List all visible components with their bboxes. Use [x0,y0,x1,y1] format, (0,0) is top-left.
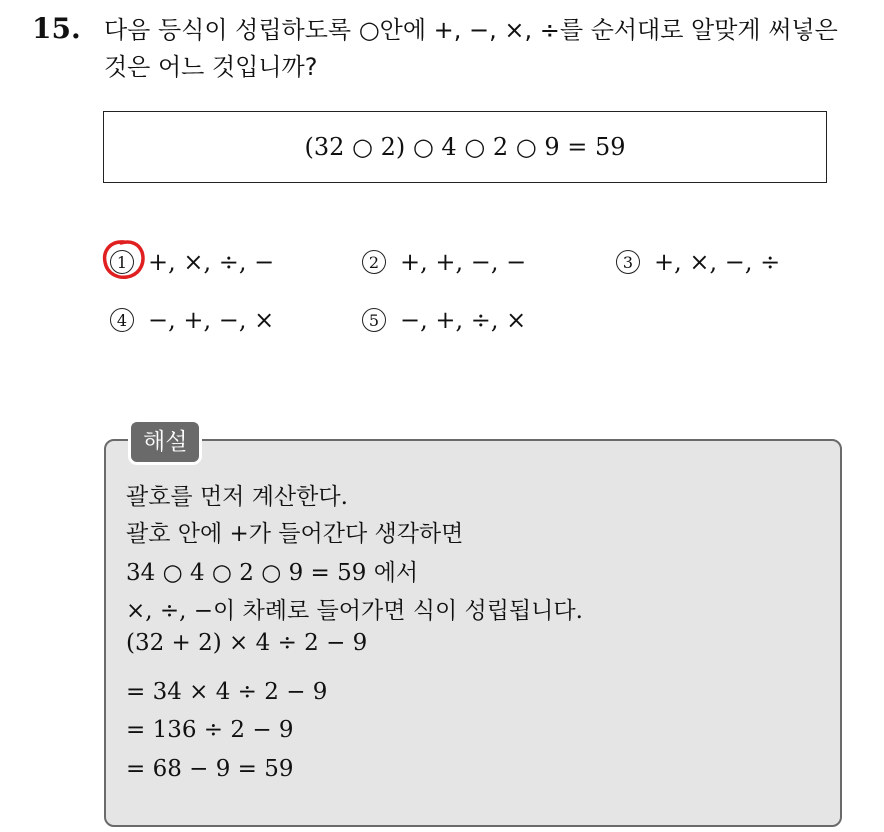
choice-text: −, +, ÷, × [400,306,527,334]
equation: (32 ○ 2) ○ 4 ○ 2 ○ 9 = 59 [304,133,626,161]
choice-number: 4 [110,308,134,332]
choice-number: 1 [110,250,134,274]
solution-line: = 136 ÷ 2 − 9 [126,717,294,743]
choice-1[interactable] [110,248,274,276]
solution-line: 34 ○ 4 ○ 2 ○ 9 = 59 에서 [126,560,419,586]
solution-tag: 해설 [128,419,202,465]
solution-line: 괄호를 먼저 계산한다. [126,484,348,510]
choice-number: 2 [362,250,386,274]
equation-box [103,111,827,183]
choice-5[interactable] [362,306,526,334]
choice-text: +, ×, −, ÷ [654,248,781,276]
solution-line: (32 + 2) × 4 ÷ 2 − 9 [126,630,368,656]
question-number: 15. [32,12,81,45]
choice-2[interactable] [362,248,526,276]
choice-3[interactable] [616,248,780,276]
solution-line: ×, ÷, −이 차례로 들어가면 식이 성립됩니다. [126,598,583,624]
choice-4[interactable] [110,306,274,334]
choice-text: +, +, −, − [400,248,527,276]
choice-number: 5 [362,308,386,332]
solution-line: = 34 × 4 ÷ 2 − 9 [126,679,328,705]
choice-number: 3 [616,250,640,274]
choice-text: +, ×, ÷, − [148,248,275,276]
solution-line: 괄호 안에 +가 들어간다 생각하면 [126,521,464,547]
solution-line: = 68 − 9 = 59 [126,756,294,782]
choice-text: −, +, −, × [148,306,275,334]
question-text: 다음 등식이 성립하도록 ○안에 +, −, ×, ÷를 순서대로 알맞게 써넣은 것은 어느 것입니까? [104,16,838,81]
